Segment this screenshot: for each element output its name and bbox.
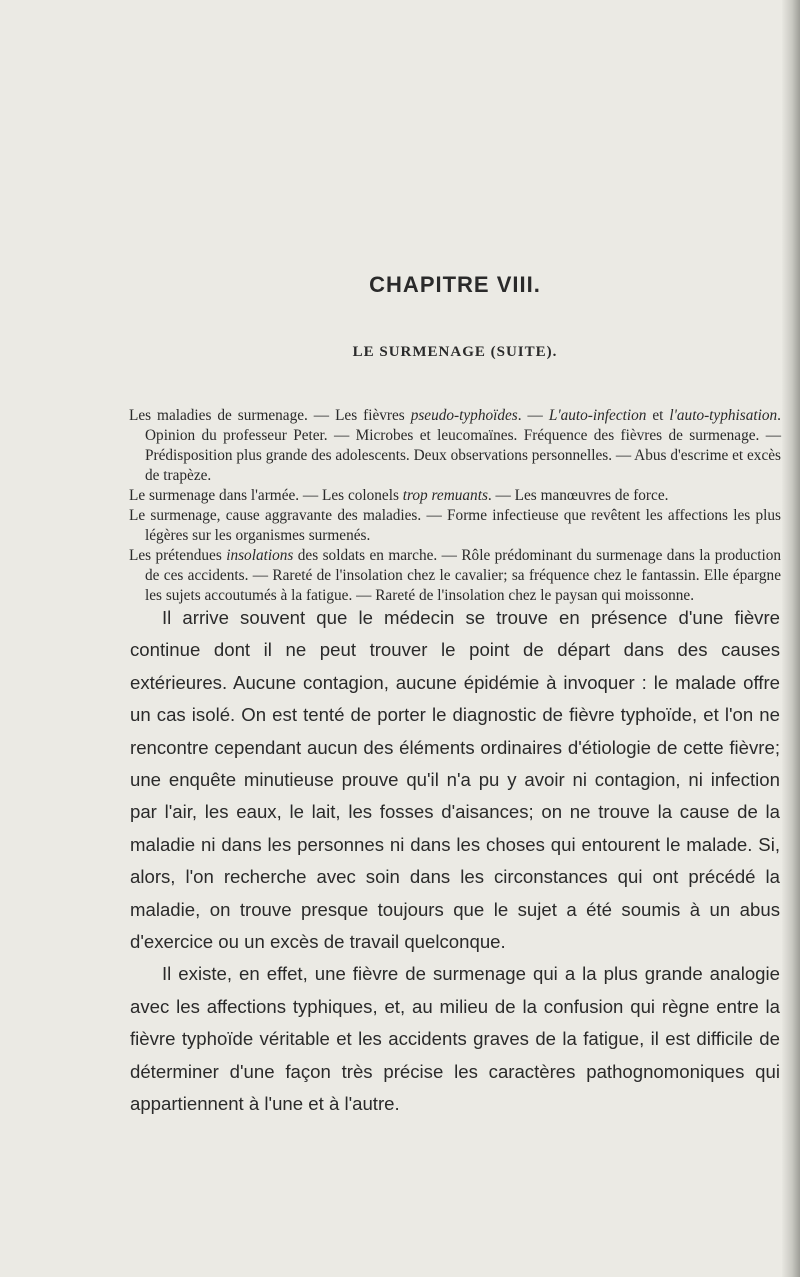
summary-item: Les maladies de surmenage. — Les fièvres pseudo-typhoïdes. — L'auto-infection et l'auto-typhisation. Opinion du professeur Peter. — Microbes et leucomaïnes. Fréquence des fièvres de surmenage. — Prédisposition plus grande des adolescents. Deux observations personnelles. — Abus d'escrime et excès de trapèze. — [129, 407, 781, 484]
page-edge-shadow — [782, 0, 800, 1277]
chapter-summary — [129, 406, 781, 606]
summary-item: Le surmenage, cause aggravante des maladies. — Forme infectieuse que revêtent les affections les plus légères sur les organismes surmenés. — [129, 507, 781, 544]
body-paragraph: Il existe, en effet, une fièvre de surmenage qui a la plus grande analogie avec les affections typhiques, et, au milieu de la confusion qui règne entre la fièvre typhoïde véritable et les accidents graves de la fatigue, il est difficile de déterminer d'une façon très précise les caractères pathognomoniques qui appartiennent à l'une et à l'autre. — [130, 963, 780, 1115]
body-paragraph: Il arrive souvent que le médecin se trouve en présence d'une fièvre continue dont il ne peut trouver le point de départ dans des causes extérieures. Aucune contagion, aucune épidémie à invoquer : le malade offre un cas isolé. On est tenté de porter le diagnostic de fièvre typhoïde, et l'on ne rencontre cependant aucun des éléments ordinaires d'étiologie de cette fièvre; une enquête minutieuse prouve qu'il n'a pu y avoir ni contagion, ni infection par l'air, les eaux, le lait, les fosses d'aisances; on ne trouve la cause de la maladie ni dans les personnes ni dans les choses qui entourent le malade. Si, alors, l'on recherche avec soin dans les circonstances qui ont précédé la maladie, on trouve presque toujours que le sujet a été soumis à un abus d'exercice ou un excès de travail quelconque. — [130, 607, 780, 953]
summary-item: Le surmenage dans l'armée. — Les colonels trop remuants. — Les manœuvres de force. — [129, 487, 669, 504]
chapter-title: CHAPITRE VIII. — [369, 272, 541, 297]
summary-item: Les prétendues insolations des soldats en marche. — Rôle prédominant du surmenage dans la production de ces accidents. — Rareté de l'insolation chez le cavalier; sa fréquence chez le fantassin. Elle épargne les sujets accoutumés à la fatigue. — Rareté de l'insolation chez le paysan qui moissonne. — [129, 547, 781, 604]
section-title: LE SURMENAGE (SUITE). — [352, 344, 558, 360]
body-text — [130, 602, 780, 1121]
